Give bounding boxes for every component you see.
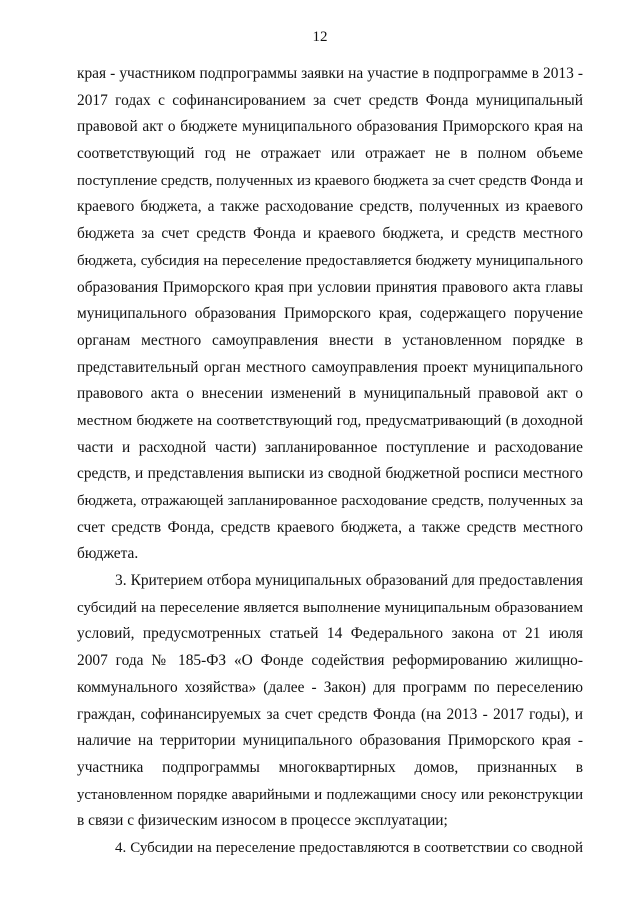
- text-line: представительный орган местного самоуправления проект муниципального: [77, 358, 583, 376]
- document-body: [77, 61, 583, 862]
- text-line: соответствующий год не отражает или отражает не в полном объеме: [77, 145, 583, 163]
- text-line: 2017 годах с софинансированием за счет средств Фонда муниципальный: [77, 91, 583, 109]
- page-number: 12: [312, 29, 328, 45]
- text-line: наличие на территории муниципального образования Приморского края -: [77, 732, 583, 750]
- text-line: образования Приморского края при условии принятия правового акта главы: [77, 278, 583, 296]
- text-line: коммунального хозяйства» (далее - Закон) для программ по переселению: [77, 678, 583, 696]
- text-line: бюджета, субсидия на переселение предоставляется бюджету муниципального: [77, 252, 583, 269]
- text-line: средств, и представления выписки из сводной бюджетной росписи местного: [77, 465, 583, 483]
- text-line: в связи с физическим износом в процессе эксплуатации;: [77, 812, 448, 830]
- text-line: бюджета, отражающей запланированное расходование средств, полученных за: [77, 493, 583, 509]
- text-line: счет средств Фонда, средств краевого бюджета, а также средств местного: [77, 518, 583, 536]
- text-line: граждан, софинансируемых за счет средств Фонда (на 2013 - 2017 годы), и: [77, 705, 583, 723]
- text-line: части и расходной части) запланированное поступление и расходование: [77, 438, 583, 456]
- text-line: краевого бюджета, а также расходование средств, полученных из краевого: [77, 198, 583, 216]
- text-line: бюджета.: [77, 545, 139, 563]
- text-line: муниципального образования Приморского края, содержащего поручение: [77, 305, 583, 323]
- text-line: края - участником подпрограммы заявки на участие в подпрограмме в 2013 -: [77, 65, 583, 82]
- text-line: 2007 года № 185-ФЗ «О Фонде содействия реформированию жилищно-: [77, 652, 583, 670]
- text-line: субсидий на переселение является выполнение муниципальным образованием: [77, 599, 583, 616]
- text-line: правовой акт о бюджете муниципального образования Приморского края на: [77, 118, 583, 136]
- text-line: правового акта о внесении изменений в муниципальный правовой акт о: [77, 385, 583, 403]
- text-line: бюджета за счет средств Фонда и краевого бюджета, и средств местного: [77, 225, 583, 243]
- text-line: 4. Субсидии на переселение предоставляются в соответствии со сводной: [115, 839, 583, 856]
- text-line: поступление средств, полученных из краевого бюджета за счет средств Фонда и: [77, 172, 583, 189]
- text-line: установленном порядке аварийными и подлежащими сносу или реконструкции: [77, 786, 583, 803]
- text-line: органам местного самоуправления внести в установленном порядке в: [77, 331, 583, 349]
- text-line: участника подпрограммы многоквартирных домов, признанных в: [77, 758, 583, 776]
- text-line: местном бюджете на соответствующий год, предусматривающий (в доходной: [77, 411, 583, 429]
- text-line: условий, предусмотренных статьей 14 Федерального закона от 21 июля: [77, 625, 583, 643]
- text-line: 3. Критерием отбора муниципальных образований для предоставления: [115, 572, 583, 590]
